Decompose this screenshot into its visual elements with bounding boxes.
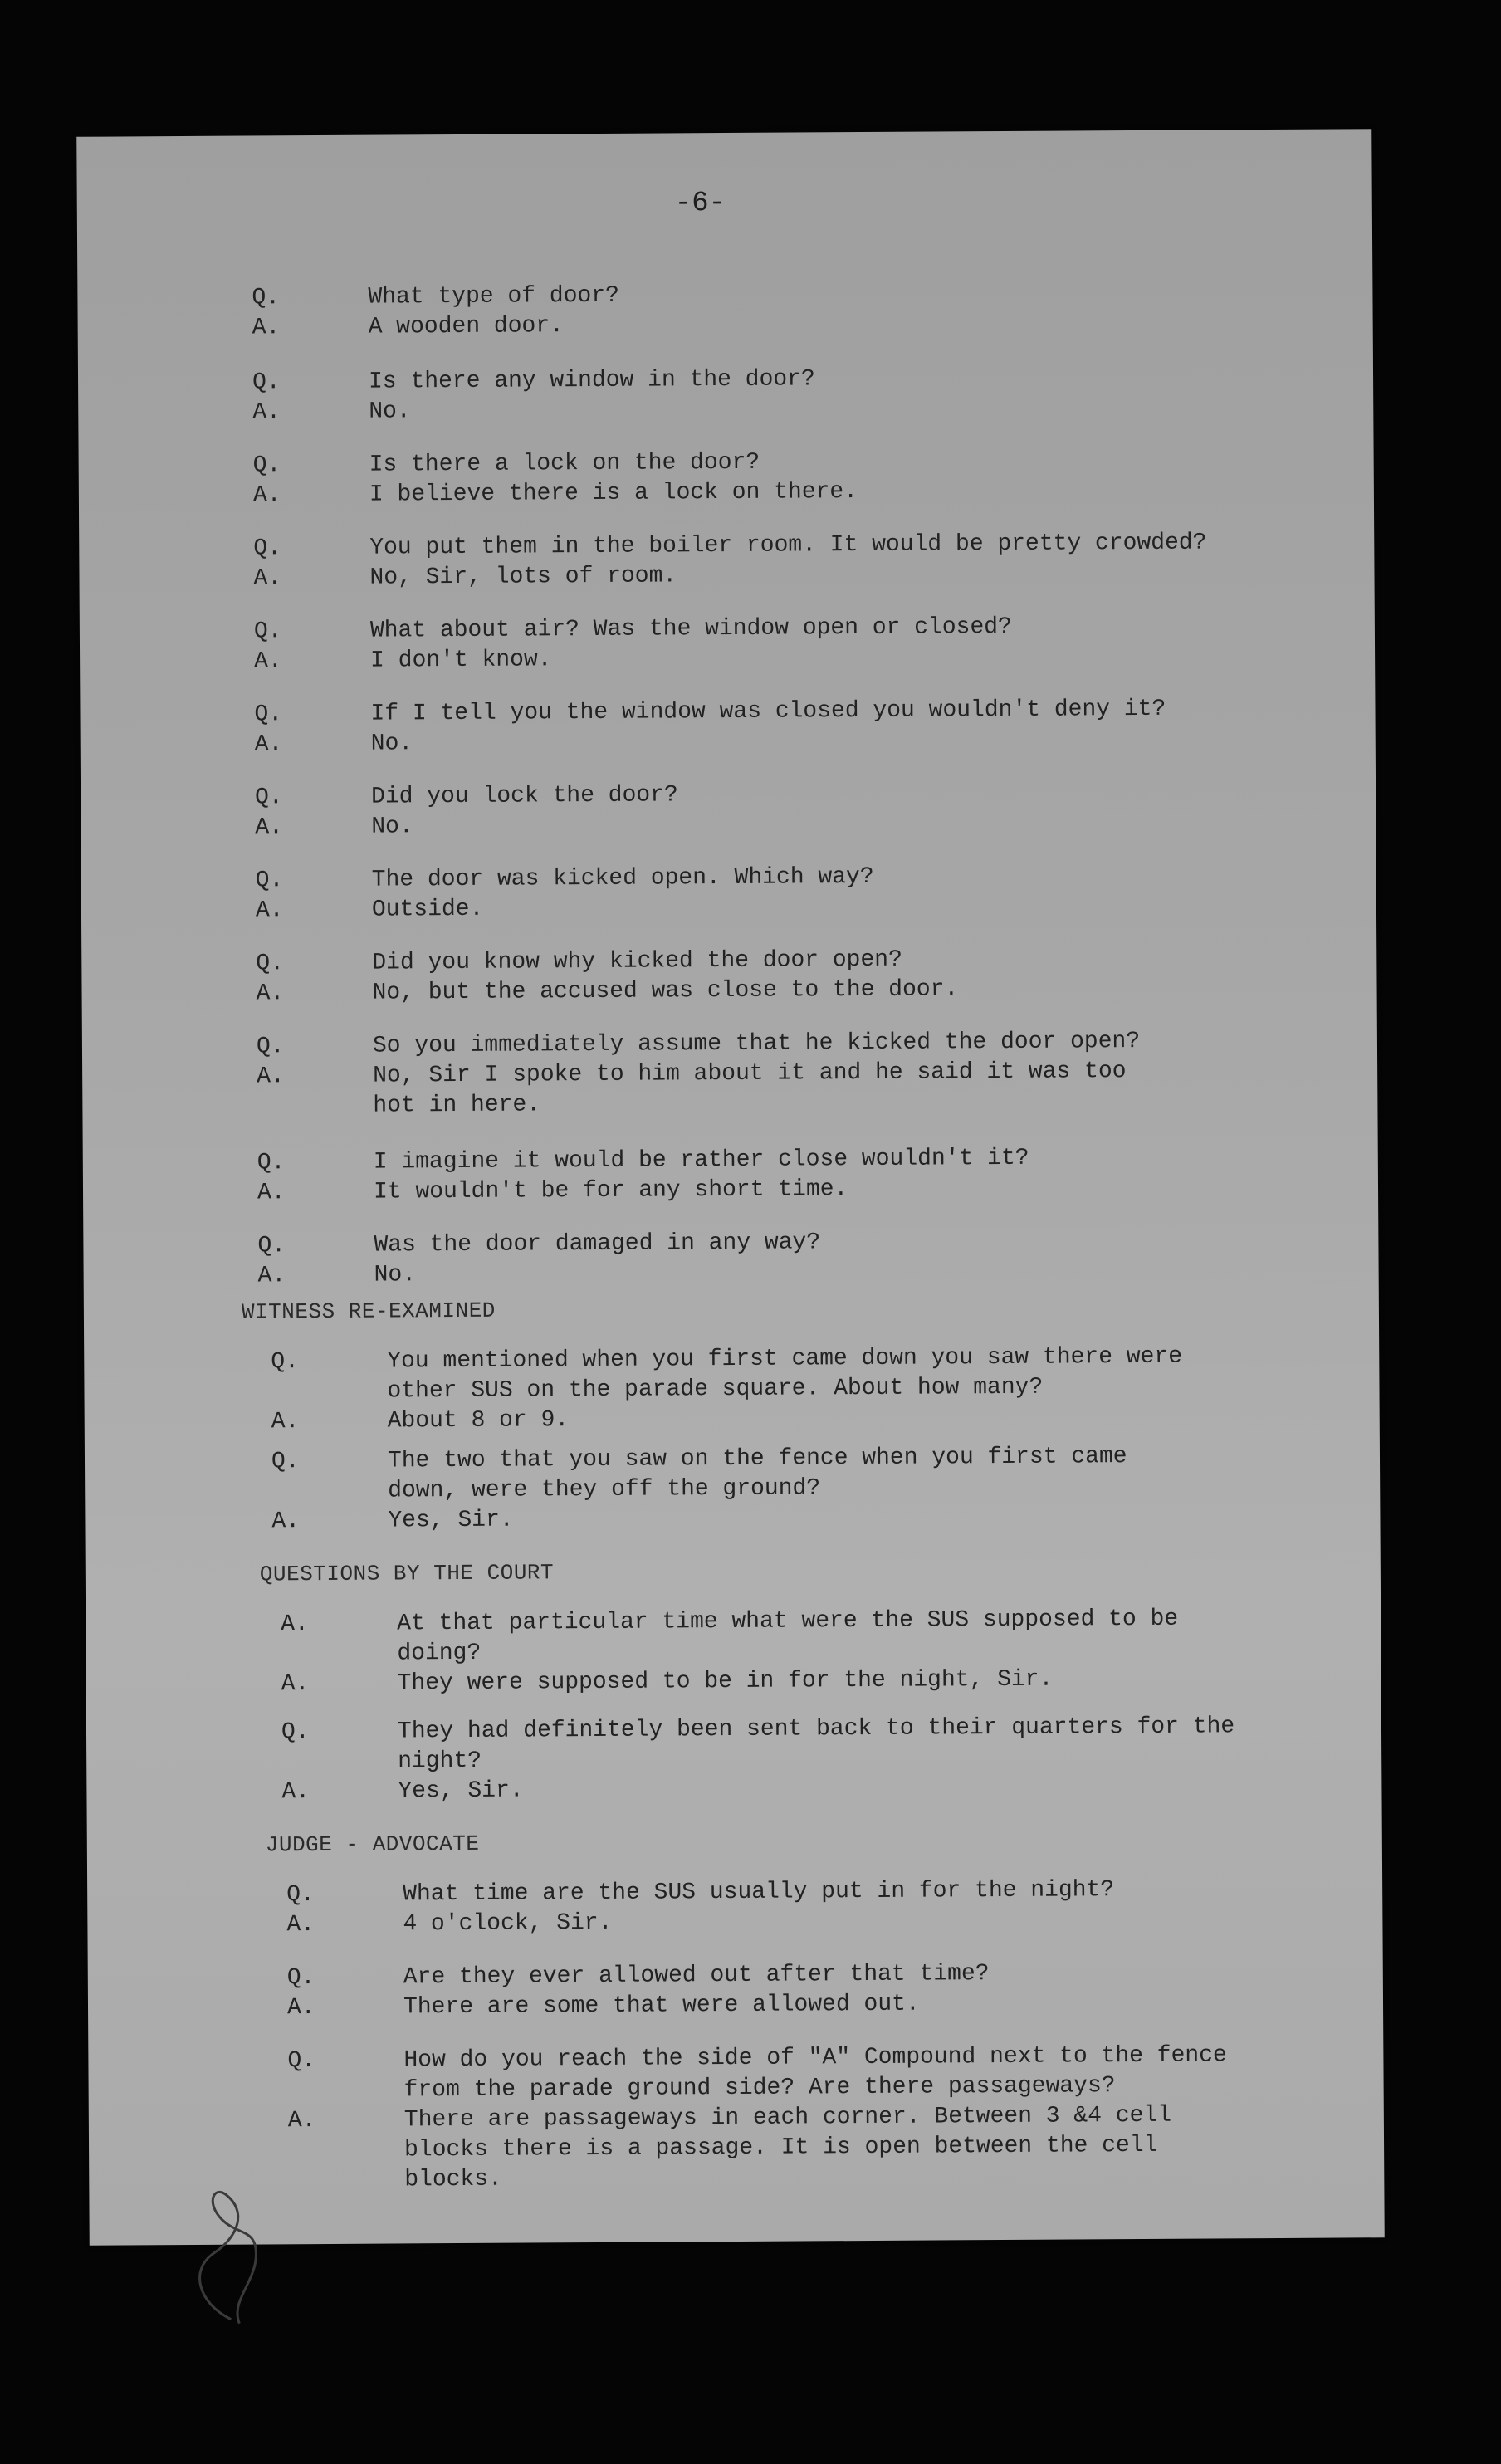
line-text: If I tell you the window was closed you wouldn't deny it? [370,696,1166,727]
qa-block [88,1958,1383,2022]
speaker-label: Q. [253,535,281,562]
line-text: Are they ever allowed out after that time? [403,1961,990,1991]
speaker-label: A. [255,897,284,924]
line-text: No. [374,1262,417,1288]
page-number: -6- [674,188,726,220]
line-text: hot in here. [373,1092,541,1119]
section-heading: WITNESS RE-EXAMINED [241,1298,496,1325]
line-text: They had definitely been sent back to their quarters for the [397,1714,1235,1745]
qa-block [83,1226,1378,1289]
qa-block [87,1875,1382,1938]
speaker-label: A. [255,814,284,841]
line-text: There are passageways in each corner. Between 3 &4 cell [403,2102,1172,2134]
speaker-label: A. [271,1508,301,1535]
qa-block [85,1442,1380,1535]
speaker-label: A. [252,399,281,426]
speaker-label: Q. [286,1882,315,1909]
speaker-label: Q. [252,285,281,311]
qa-block [77,278,1372,341]
qa-block [86,1713,1381,1806]
speaker-label: Q. [255,868,284,894]
line-text: from the parade ground side? Are there passageways? [403,2073,1116,2104]
speaker-label: Q. [271,1449,300,1475]
qa-block [80,695,1375,758]
line-text: doing? [397,1640,482,1667]
line-text: 4 o'clock, Sir. [403,1909,613,1938]
line-text: blocks. [404,2166,503,2193]
line-text: A wooden door. [368,313,565,340]
speaker-label: A. [253,565,282,592]
line-text: You mentioned when you first came down you saw there were [387,1343,1183,1375]
line-text: I believe there is a lock on there. [369,479,858,508]
speaker-label: A. [257,1263,286,1289]
line-text: Did you know why kicked the door open? [372,946,902,976]
line-text: Yes, Sir. [398,1777,524,1805]
line-text: No. [371,814,413,840]
speaker-label: A. [256,980,285,1007]
speaker-label: Q. [281,1719,310,1746]
speaker-label: Q. [255,785,283,811]
speaker-label: Q. [253,618,282,645]
qa-block [79,529,1374,592]
handwritten-initials [180,2178,272,2336]
qa-block [81,778,1376,841]
speaker-label: Q. [286,1965,315,1992]
line-text: How do you reach the side of "A" Compound next to the fence [403,2042,1227,2074]
line-text: No, Sir, lots of room. [369,563,677,591]
line-text: down, were they off the ground? [388,1475,821,1504]
line-text: There are some that were allowed out. [403,1991,920,2021]
line-text: You put them in the boiler room. It would be pretty crowded? [369,530,1207,561]
line-text: The door was kicked open. Which way? [371,863,874,893]
qa-block [81,944,1376,1007]
speaker-label: Q. [256,951,285,977]
line-text: I imagine it would be rather close wouldn't it? [373,1145,1029,1176]
line-text: It wouldn't be for any short time. [373,1176,848,1205]
line-text: No. [369,398,411,425]
line-text: Yes, Sir. [388,1507,514,1534]
line-text: Was the door damaged in any way? [374,1230,821,1259]
line-text: blocks there is a passage. It is open between the cell [403,2132,1158,2163]
speaker-label: A. [286,1995,315,2022]
speaker-label: Q. [254,702,283,728]
qa-block [86,1605,1381,1698]
speaker-label: A. [287,2108,316,2134]
speaker-label: Q. [271,1349,299,1376]
document-page [76,129,1384,2245]
line-text: About 8 or 9. [387,1407,570,1435]
speaker-label: A. [281,1611,309,1638]
line-text: The two that you saw on the fence when you first came [387,1444,1127,1474]
qa-block [84,1342,1379,1435]
speaker-label: A. [254,648,282,675]
speaker-label: A. [281,1779,310,1806]
qa-block [78,363,1373,426]
qa-block [88,2041,1383,2193]
speaker-label: A. [252,315,281,341]
speaker-label: Q. [256,1034,285,1060]
section-heading: JUDGE - ADVOCATE [265,1831,480,1858]
line-text: What about air? Was the window open or closed? [369,614,1012,644]
speaker-label: A. [281,1671,310,1698]
speaker-label: A. [252,482,281,509]
line-text: Is there a lock on the door? [369,449,760,478]
line-text: At that particular time what were the SUS supposed to be [397,1606,1179,1637]
qa-block [80,612,1375,675]
line-text: night? [398,1748,482,1775]
speaker-label: Q. [257,1233,286,1259]
speaker-label: A. [271,1409,300,1435]
line-text: So you immediately assume that he kicked the door open? [372,1028,1141,1059]
line-text: What type of door? [368,282,619,310]
speaker-label: A. [257,1180,286,1206]
speaker-label: Q. [252,452,281,479]
transcript-body [76,129,1384,2245]
line-text: Outside. [371,896,484,923]
speaker-label: A. [257,1063,285,1090]
qa-block [81,861,1376,924]
qa-block [79,446,1374,509]
qa-block [83,1143,1378,1206]
qa-block [82,1027,1377,1119]
line-text: What time are the SUS usually put in for the night? [403,1877,1115,1908]
speaker-label: A. [286,1912,315,1938]
line-text: No. [370,731,413,757]
line-text: Is there any window in the door? [368,366,815,395]
section-heading: QUESTIONS BY THE COURT [259,1560,555,1587]
line-text: They were supposed to be in for the night, Sir. [397,1666,1054,1697]
line-text: No, Sir I spoke to him about it and he said it was too [373,1058,1127,1089]
speaker-label: Q. [252,369,281,396]
line-text: other SUS on the parade square. About how many? [387,1374,1044,1405]
line-text: I don't know. [370,647,552,674]
speaker-label: Q. [287,2048,316,2075]
line-text: Did you lock the door? [371,782,678,810]
speaker-label: A. [254,731,283,758]
line-text: No, but the accused was close to the door. [372,976,959,1006]
speaker-label: Q. [257,1150,286,1176]
